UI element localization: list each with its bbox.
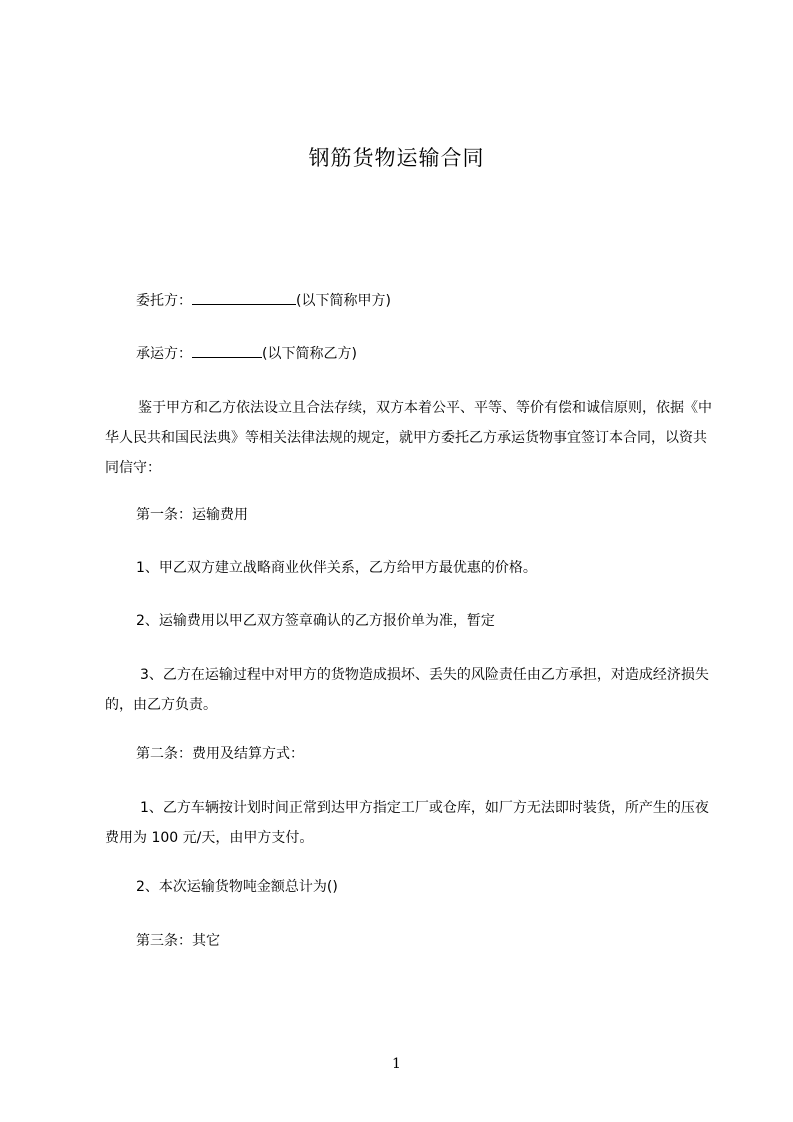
party-a-line — [105, 286, 713, 316]
party-b-blank — [192, 343, 262, 358]
party-b-suffix: (以下简称乙方) — [262, 346, 357, 362]
article-2-heading: 第二条：费用及结算方式： — [136, 746, 304, 762]
party-a-suffix: (以下简称甲方) — [296, 293, 391, 309]
article-3-heading-line — [105, 926, 713, 956]
article-2-item-1: 1、乙方车辆按计划时间正常到达甲方指定工厂或仓库，如厂方无法即时装货，所产生的压夜费用为 100 元/天，由甲方支付。 — [105, 800, 709, 846]
article-1-item-2-line — [105, 606, 713, 636]
article-1-heading-line — [105, 500, 713, 530]
article-1-heading: 第一条：运输费用 — [136, 507, 248, 523]
article-1-item-3: 3、乙方在运输过程中对甲方的货物造成损坏、丢失的风险责任由乙方承担，对造成经济损失的，由乙方负责。 — [105, 667, 709, 713]
party-a-label: 委托方： — [136, 293, 192, 309]
article-1-item-1: 1、甲乙双方建立战略商业伙伴关系，乙方给甲方最优惠的价格。 — [136, 560, 537, 576]
party-a-blank — [192, 290, 296, 305]
article-2-item-2: 2、本次运输货物吨金额总计为() — [136, 879, 338, 895]
article-1-item-2: 2、运输费用以甲乙双方签章确认的乙方报价单为准，暂定 — [136, 613, 495, 629]
article-3-heading: 第三条：其它 — [136, 933, 220, 949]
document-title: 钢筋货物运输合同 — [308, 146, 485, 170]
article-2-item-2-line — [105, 872, 713, 902]
page-number: 1 — [392, 1056, 401, 1072]
party-b-label: 承运方： — [136, 346, 192, 362]
article-1-item-1-line — [105, 553, 713, 583]
preamble-paragraph: 鉴于甲方和乙方依法设立且合法存续，双方本着公平、平等、等价有偿和诚信原则，依据《中华人民共和国民法典》等相关法律法规的规定，就甲方委托乙方承运货物事宜签订本合同，以资共同信守： — [105, 400, 712, 476]
party-b-line — [105, 339, 713, 369]
article-2-heading-line — [105, 739, 713, 769]
